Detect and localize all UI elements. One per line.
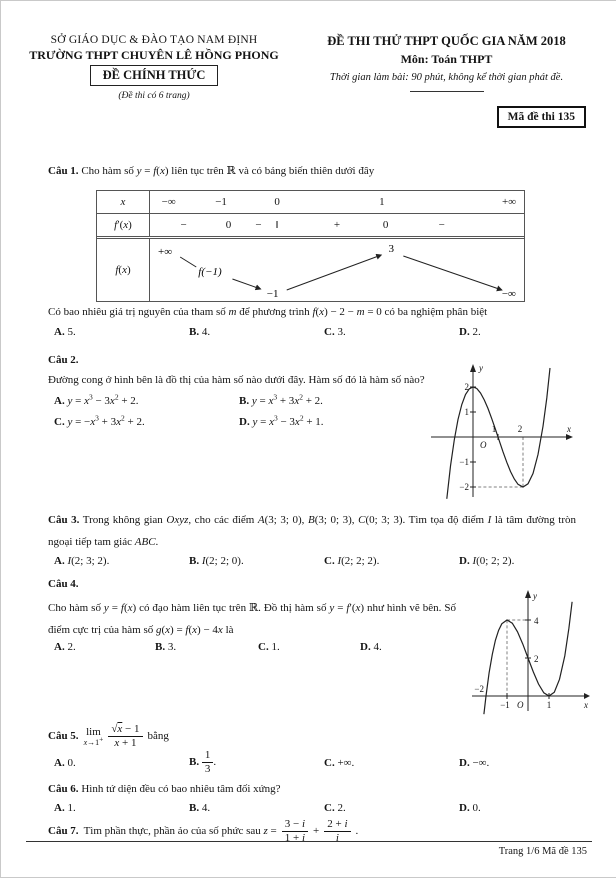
answer-option-a: A. 1. <box>54 802 76 814</box>
answer-option-a: A. $y = x^3 - 3x^2 + 2$. <box>54 392 139 407</box>
q7-label: Câu 7. <box>48 824 79 837</box>
x-tick-label: −2 <box>474 684 484 694</box>
answer-option-d: D. 2. <box>459 326 481 338</box>
origin-label: O <box>480 440 487 450</box>
answer-option-b: B. $y = x^3 + 3x^2 + 2$. <box>239 392 323 407</box>
q1-intro <box>48 164 589 180</box>
table-header-x: x <box>97 191 150 213</box>
y-axis-label: y <box>533 591 537 601</box>
q5-question <box>48 723 589 750</box>
q4-options <box>54 641 424 653</box>
q2-label: Câu 2. <box>48 354 79 366</box>
answer-option-a: A. 2. <box>54 641 76 653</box>
header-left <box>29 34 279 101</box>
answer-option-c: C. 3. <box>324 326 346 338</box>
limit-subscript: x→1+ <box>83 734 104 747</box>
x-axis-arrow <box>566 434 573 440</box>
q2-question: Đường cong ở hình bên là đồ thị của hàm số nào dưới đây. Hàm số đó là hàm số nào? <box>48 374 425 386</box>
q6-label: Câu 6. <box>48 783 79 795</box>
origin-label: O <box>517 700 524 710</box>
q3-options <box>54 555 584 567</box>
exam-code-box: Mã đề thi 135 <box>497 106 586 128</box>
q4-derivative-graph <box>456 586 591 716</box>
q1-intro-text: Cho hàm số y = f(x) liên tục trên ℝ và có bảng biến thiên dưới đây <box>81 165 375 177</box>
answer-option-b: B. $\frac{1}{3}$ . <box>189 749 217 776</box>
page-count-note: (Đề thi có 6 trang) <box>118 91 190 101</box>
q2-cubic-graph <box>423 361 575 503</box>
x-axis-label: x <box>584 700 588 710</box>
plus-sign: + <box>313 824 320 837</box>
fprime-zero: 0 <box>225 219 232 231</box>
q7-question-text: Tìm phần thực, phần ảo của số phức sau z = <box>83 824 277 837</box>
fraction-numerator: √x − 1 <box>108 723 142 737</box>
y-axis-arrow <box>470 364 476 372</box>
x-tick-label: 2 <box>517 424 523 434</box>
answer-option-c: C. $y = -x^3 + 3x^2 + 2$. <box>54 413 145 428</box>
fraction-numerator: 3 − i <box>282 818 308 832</box>
arrow-decreasing <box>403 256 502 290</box>
answer-option-c: C. +∞. <box>324 756 355 769</box>
variation-arrows-diagram <box>150 239 524 301</box>
exam-subject: Môn: Toán THPT <box>400 52 493 66</box>
fprime-zero: 0 <box>382 219 389 231</box>
x-tick-label: 1 <box>546 700 552 710</box>
q1-variation-table <box>96 190 525 302</box>
answer-option-d: D. −∞. <box>459 756 490 769</box>
header-right <box>299 34 594 128</box>
answer-option-b: B. I(2; 2; 0). <box>189 555 244 567</box>
q5-options <box>54 749 584 776</box>
x-tick-label: −1 <box>500 700 510 710</box>
exam-title: ĐỀ THI THỬ THPT QUỐC GIA NĂM 2018 <box>327 34 566 48</box>
fraction-numerator: 2 + i <box>324 818 350 832</box>
f-limit-end: −∞ <box>501 288 516 300</box>
footer-page-number: Trang 1/6 Mã đề 135 <box>498 846 587 857</box>
answer-option-b: B. 4. <box>189 326 211 338</box>
fprime-discontinuity: ‖ <box>275 219 279 231</box>
table-row-x <box>97 191 524 214</box>
answer-option-b: B. 4. <box>189 802 211 814</box>
table-header-fprime: f ′( x ) <box>97 214 150 236</box>
q2-options <box>54 392 454 428</box>
exam-duration: Thời gian làm bài: 90 phút, không kể thời gian phát đề. <box>329 72 564 83</box>
fraction-denominator: 1 + i <box>284 832 306 845</box>
q6-question <box>48 782 589 798</box>
table-header-f: f ( x ) <box>97 239 150 301</box>
official-stamp-box: ĐỀ CHÍNH THỨC <box>90 65 219 86</box>
y-tick-label: 1 <box>464 407 469 417</box>
q6-question-text: Hình tứ diện đều có bao nhiêu tâm đối xứng? <box>81 783 281 795</box>
q7-period: . <box>355 824 359 837</box>
y-tick-label: −2 <box>459 482 469 492</box>
q6-options <box>54 802 584 814</box>
fprime-sign: − <box>438 219 445 231</box>
answer-option-c: C. 1. <box>258 641 280 653</box>
x-value: 0 <box>274 196 280 208</box>
f-local-min: −1 <box>266 288 279 300</box>
y-tick-label: −1 <box>459 457 469 467</box>
f-local-max: 3 <box>388 243 395 255</box>
answer-option-c: C. 2. <box>324 802 346 814</box>
y-axis-label: y <box>479 363 483 373</box>
q1-options <box>54 326 584 338</box>
x-value: 1 <box>379 196 385 208</box>
fprime-sign: + <box>333 219 341 231</box>
arrow-increasing <box>287 255 382 290</box>
table-row-fprime <box>97 214 524 239</box>
q3-question-text: Trong không gian Oxyz, cho các điểm A(3; 3; 0), B(3; 0; 3), C(0; 3; 3). Tìm tọa độ điểm I là tâm đường tròn ngoại tiếp tam giác ABC. <box>48 514 576 548</box>
answer-option-a: A. 5. <box>54 326 76 338</box>
q1-question: Có bao nhiêu giá trị nguyên của tham số m để phương trình f(x) − 2 − m = 0 có ba nghiệm phân biệt <box>48 306 488 318</box>
answer-option-a: A. I(2; 3; 2). <box>54 555 110 567</box>
school-name: TRƯỜNG THPT CHUYÊN LÊ HỒNG PHONG <box>29 48 279 62</box>
x-value: −1 <box>215 196 227 208</box>
header-divider <box>410 91 484 92</box>
answer-option-d: D. I(0; 2; 2). <box>459 555 515 567</box>
fraction-denominator: x + 1 <box>114 737 137 750</box>
x-tick-label: 1 <box>491 424 497 434</box>
answer-option-d: D. 0. <box>459 802 481 814</box>
f-value-mid: f(−1) <box>198 266 222 278</box>
fraction-denominator: i <box>335 832 339 845</box>
fprime-sign: − <box>255 219 262 231</box>
answer-option-a: A. 0. <box>54 756 76 769</box>
q4-question: Cho hàm số y = f(x) có đạo hàm liên tục trên ℝ. Đồ thị hàm số y = f′(x) như hình vẽ bên. Số điểm cực trị của hàm số g(x) = f(x) − 4x là <box>48 602 456 636</box>
q5-tail-text: bằng <box>147 729 169 742</box>
x-axis-label: x <box>567 424 571 434</box>
x-value: +∞ <box>502 196 517 208</box>
y-tick-label: 2 <box>464 382 469 392</box>
q3-label: Câu 3. <box>48 514 80 526</box>
limit-notation <box>84 727 104 747</box>
table-row-f <box>97 239 524 301</box>
f-limit-start: +∞ <box>158 246 173 258</box>
cubic-curve <box>447 368 550 499</box>
department-name: SỞ GIÁO DỤC & ĐÀO TẠO NAM ĐỊNH <box>50 34 258 46</box>
limit-operator: lim <box>86 725 101 738</box>
x-axis-arrow <box>584 693 590 699</box>
answer-option-c: C. I(2; 2; 2). <box>324 555 380 567</box>
fprime-sign: − <box>180 219 187 231</box>
q1-label: Câu 1. <box>48 165 79 177</box>
y-tick-label: 2 <box>534 654 539 664</box>
y-axis-arrow <box>525 590 531 598</box>
arrow-decreasing <box>180 257 196 267</box>
q4-label: Câu 4. <box>48 578 79 590</box>
y-tick-label: 4 <box>534 616 539 626</box>
q3-question <box>48 509 576 553</box>
answer-option-d: D. 4. <box>360 641 382 653</box>
answer-option-d: D. $y = x^3 - 3x^2 + 1$. <box>239 413 324 428</box>
arrow-decreasing <box>232 279 260 289</box>
x-value: −∞ <box>161 196 176 208</box>
footer-rule <box>26 841 592 842</box>
q5-label: Câu 5. <box>48 729 79 742</box>
limit-fraction <box>108 723 142 750</box>
answer-option-b: B. 3. <box>155 641 177 653</box>
